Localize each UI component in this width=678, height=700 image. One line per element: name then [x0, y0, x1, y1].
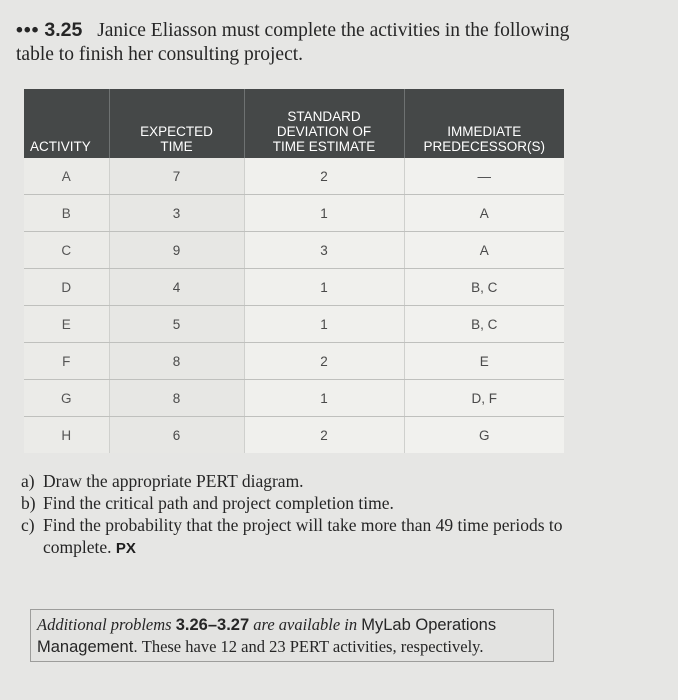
- note-problem-range: 3.26–3.27: [175, 616, 250, 634]
- header-activity: ACTIVITY: [24, 89, 109, 158]
- cell-activity: G: [24, 380, 109, 417]
- question-label: a): [21, 471, 35, 491]
- cell-predecessors: E: [404, 343, 564, 380]
- table-row: [24, 195, 564, 232]
- question-text: Find the probability that the project will take more than 49 time periods to complete.: [43, 515, 563, 557]
- cell-std-dev: 1: [244, 306, 404, 343]
- problem-text: Janice Eliasson must complete the activities in the following table to finish her consulting project.: [16, 20, 570, 65]
- problem-number: 3.25: [44, 19, 83, 41]
- header-std-dev: STANDARD DEVIATION OF TIME ESTIMATE: [244, 89, 404, 158]
- cell-expected-time: 7: [109, 158, 244, 195]
- header-expected-time: EXPECTED TIME: [109, 89, 244, 158]
- cell-std-dev: 2: [244, 343, 404, 380]
- cell-std-dev: 1: [244, 269, 404, 306]
- cell-expected-time: 4: [109, 269, 244, 306]
- note-text-1: Additional problems: [37, 615, 172, 634]
- cell-expected-time: 3: [109, 195, 244, 232]
- question-label: c): [21, 515, 35, 535]
- question-a: [21, 470, 566, 492]
- cell-predecessors: A: [404, 232, 564, 269]
- table-row: [24, 380, 564, 417]
- cell-expected-time: 9: [109, 232, 244, 269]
- table-row: [24, 417, 564, 454]
- cell-std-dev: 1: [244, 380, 404, 417]
- note-text-2: are available in: [253, 615, 358, 634]
- cell-expected-time: 8: [109, 380, 244, 417]
- question-list: [21, 470, 566, 560]
- cell-activity: E: [24, 306, 109, 343]
- cell-expected-time: 5: [109, 306, 244, 343]
- additional-problems-note: [30, 609, 554, 662]
- cell-predecessors: D, F: [404, 380, 564, 417]
- question-b: [21, 492, 566, 514]
- cell-std-dev: 2: [244, 158, 404, 195]
- table-header-row: [24, 89, 564, 158]
- cell-activity: B: [24, 195, 109, 232]
- cell-activity: D: [24, 269, 109, 306]
- cell-activity: A: [24, 158, 109, 195]
- table-row: [24, 343, 564, 380]
- cell-predecessors: —: [404, 158, 564, 195]
- question-label: b): [21, 493, 36, 513]
- problem-statement: [16, 18, 576, 67]
- cell-activity: C: [24, 232, 109, 269]
- cell-activity: H: [24, 417, 109, 454]
- question-text: Find the critical path and project completion time.: [43, 493, 394, 513]
- cell-activity: F: [24, 343, 109, 380]
- cell-std-dev: 2: [244, 417, 404, 454]
- difficulty-dots: •••: [16, 19, 40, 41]
- note-mylab-name: MyLab Operations Management.: [37, 616, 497, 656]
- cell-predecessors: A: [404, 195, 564, 232]
- question-text: Draw the appropriate PERT diagram.: [43, 471, 304, 491]
- table-row: [24, 269, 564, 306]
- activity-table: [24, 89, 564, 453]
- table-row: [24, 306, 564, 343]
- table-row: [24, 232, 564, 269]
- cell-expected-time: 6: [109, 417, 244, 454]
- cell-predecessors: B, C: [404, 306, 564, 343]
- cell-predecessors: B, C: [404, 269, 564, 306]
- cell-expected-time: 8: [109, 343, 244, 380]
- question-c: [21, 514, 566, 560]
- header-predecessors: IMMEDIATE PREDECESSOR(S): [404, 89, 564, 158]
- table-row: [24, 158, 564, 195]
- cell-std-dev: 3: [244, 232, 404, 269]
- cell-predecessors: G: [404, 417, 564, 454]
- note-text-3: These have 12 and 23 PERT activities, respectively.: [141, 637, 484, 656]
- cell-std-dev: 1: [244, 195, 404, 232]
- px-icon: PX: [115, 540, 136, 557]
